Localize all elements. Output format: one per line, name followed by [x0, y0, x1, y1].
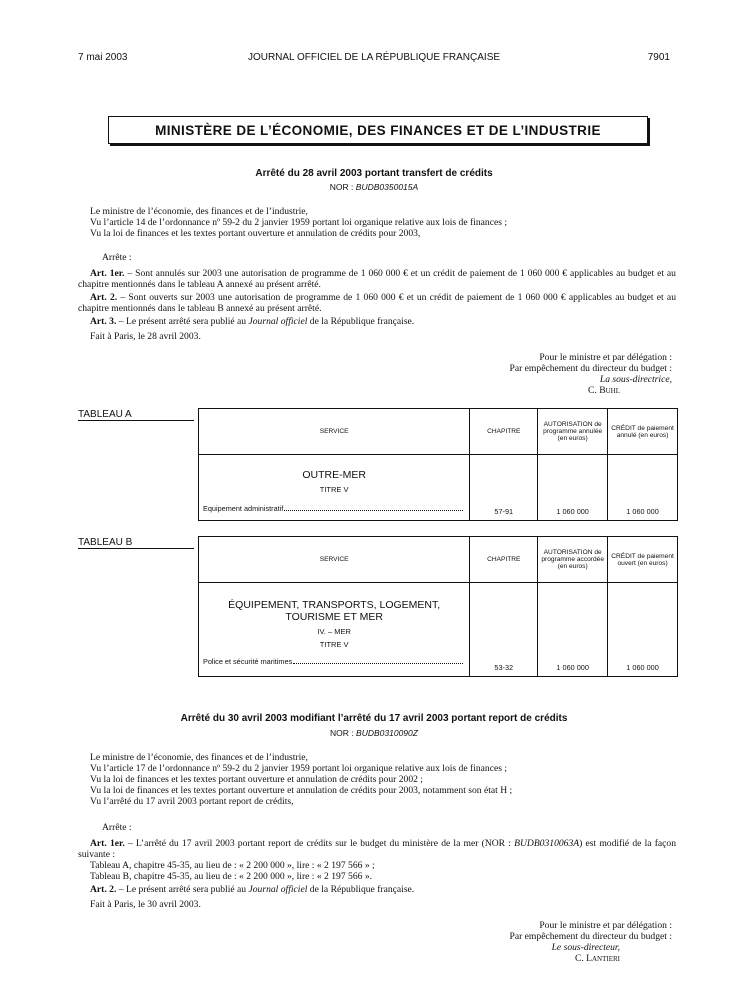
- tableau-b: [198, 536, 678, 677]
- cp-cell: 1 060 000: [608, 583, 678, 677]
- modif-line: Tableau A, chapitre 45-35, au lieu de : « 2 200 000 », lire : « 2 197 566 » ;: [90, 860, 375, 871]
- col-autorisation: AUTORISATION de programme annulée (en euros): [538, 409, 608, 455]
- col-autorisation: AUTORISATION de programme accordée (en euros): [538, 537, 608, 583]
- section-name: ÉQUIPEMENT, TRANSPORTS, LOGEMENT,: [228, 599, 441, 611]
- modif-line: Tableau B, chapitre 45-35, au lieu de : « 2 200 000 », lire : « 2 197 566 ».: [90, 871, 373, 882]
- signature-2: Pour le ministre et par délégation : Par empêchement du directeur du budget : Le sous-directeur, C. Lantieri: [509, 920, 672, 964]
- preamble-line: Le ministre de l’économie, des finances et de l’industrie,: [90, 752, 308, 763]
- article-2: Art. 2. – Sont ouverts sur 2003 une autorisation de programme de 1 060 000 € et un crédit de paiement de 1 060 000 € applicables au budget et au chapitre mentionnés dans le tableau B annexé au présent arrêté.: [78, 292, 676, 314]
- table-row: Police et sécurité maritimes: [203, 657, 465, 666]
- cp-cell: 1 060 000: [608, 455, 678, 521]
- preamble-line: Vu l’article 14 de l’ordonnance nº 59-2 du 2 janvier 1959 portant loi organique relative aux lois de finances ;: [90, 217, 508, 228]
- preamble-line: Vu la loi de finances et les textes portant ouverture et annulation de crédits pour 2003, notamment son état H ;: [90, 785, 513, 796]
- ministry-title: MINISTÈRE DE L’ÉCONOMIE, DES FINANCES ET DE L’INDUSTRIE: [155, 122, 601, 138]
- titre: TITRE V: [319, 640, 349, 649]
- chapitre-cell: 57-91: [470, 455, 538, 521]
- preamble-line: Vu la loi de finances et les textes portant ouverture et annulation de crédits pour 2003,: [90, 228, 421, 239]
- service-cell: [199, 455, 470, 521]
- titre: TITRE V: [319, 485, 349, 494]
- table-row: Equipement administratif: [203, 504, 465, 513]
- col-credit: CRÉDIT de paiement annulé (en euros): [608, 409, 678, 455]
- preamble-line: Vu l’arrêté du 17 avril 2003 portant report de crédits,: [90, 796, 294, 807]
- arrete2-arrete: Arrête :: [102, 822, 132, 833]
- article-2: Art. 2. – Le présent arrêté sera publié au Journal officiel de la République française.: [90, 884, 415, 895]
- arrete1-arrete: Arrête :: [102, 252, 132, 263]
- arrete2-nor: NOR : BUDB0310090Z: [330, 728, 418, 738]
- ministry-banner: [108, 116, 648, 144]
- arrete1-preamble: [90, 206, 680, 239]
- arrete1-title: Arrêté du 28 avril 2003 portant transfert de crédits: [255, 168, 493, 179]
- preamble-line: Le ministre de l’économie, des finances et de l’industrie,: [90, 206, 308, 217]
- tableau-a: [198, 408, 678, 521]
- arrete1-articles: [78, 268, 676, 342]
- col-chapitre: CHAPITRE: [470, 537, 538, 583]
- header-date: 7 mai 2003: [78, 52, 128, 63]
- tableau-a-label: TABLEAU A: [78, 409, 194, 421]
- tableau-b-label: TABLEAU B: [78, 537, 194, 549]
- fait-a-paris: Fait à Paris, le 30 avril 2003.: [90, 899, 201, 910]
- header-page: 7901: [647, 52, 670, 63]
- header-journal: JOURNAL OFFICIEL DE LA RÉPUBLIQUE FRANÇAISE: [247, 52, 501, 63]
- preamble-line: Vu la loi de finances et les textes portant ouverture et annulation de crédits pour 2002 ;: [90, 774, 423, 785]
- service-cell: [199, 583, 470, 677]
- section-name: TOURISME ET MER: [285, 611, 383, 623]
- arrete2-articles: [78, 838, 676, 910]
- ap-cell: 1 060 000: [538, 455, 608, 521]
- signature-1: Pour le ministre et par délégation : Par empêchement du directeur du budget : La sous-directrice, C. Buhl: [509, 352, 672, 396]
- col-service: SERVICE: [199, 537, 470, 583]
- article-3: Art. 3. – Le présent arrêté sera publié au Journal officiel de la République française.: [90, 316, 415, 327]
- arrete2-preamble: [90, 752, 680, 807]
- ap-cell: 1 060 000: [538, 583, 608, 677]
- article-1: Art. 1er. – Sont annulés sur 2003 une autorisation de programme de 1 060 000 € et un crédit de paiement de 1 060 000 € applicables au budget et au chapitre mentionnés dans le tableau A annexé au présent arrêté.: [78, 268, 676, 290]
- col-chapitre: CHAPITRE: [470, 409, 538, 455]
- fait-a-paris: Fait à Paris, le 28 avril 2003.: [90, 331, 201, 342]
- section-name: OUTRE-MER: [302, 469, 366, 481]
- sous-section: IV. – MER: [317, 627, 351, 636]
- arrete1-nor: NOR : BUDB0350015A: [329, 182, 419, 192]
- arrete2-title: Arrêté du 30 avril 2003 modifiant l’arrêté du 17 avril 2003 portant report de crédits: [180, 713, 568, 724]
- article-1: Art. 1er. – L’arrêté du 17 avril 2003 portant report de crédits sur le budget du ministère de la mer (NOR : BUDB0310063A) est modifié de la façon suivante :: [78, 838, 676, 860]
- preamble-line: Vu l’article 17 de l’ordonnance nº 59-2 du 2 janvier 1959 portant loi organique relative aux lois de finances ;: [90, 763, 508, 774]
- col-credit: CRÉDIT de paiement ouvert (en euros): [608, 537, 678, 583]
- col-service: SERVICE: [199, 409, 470, 455]
- chapitre-cell: 53-32: [470, 583, 538, 677]
